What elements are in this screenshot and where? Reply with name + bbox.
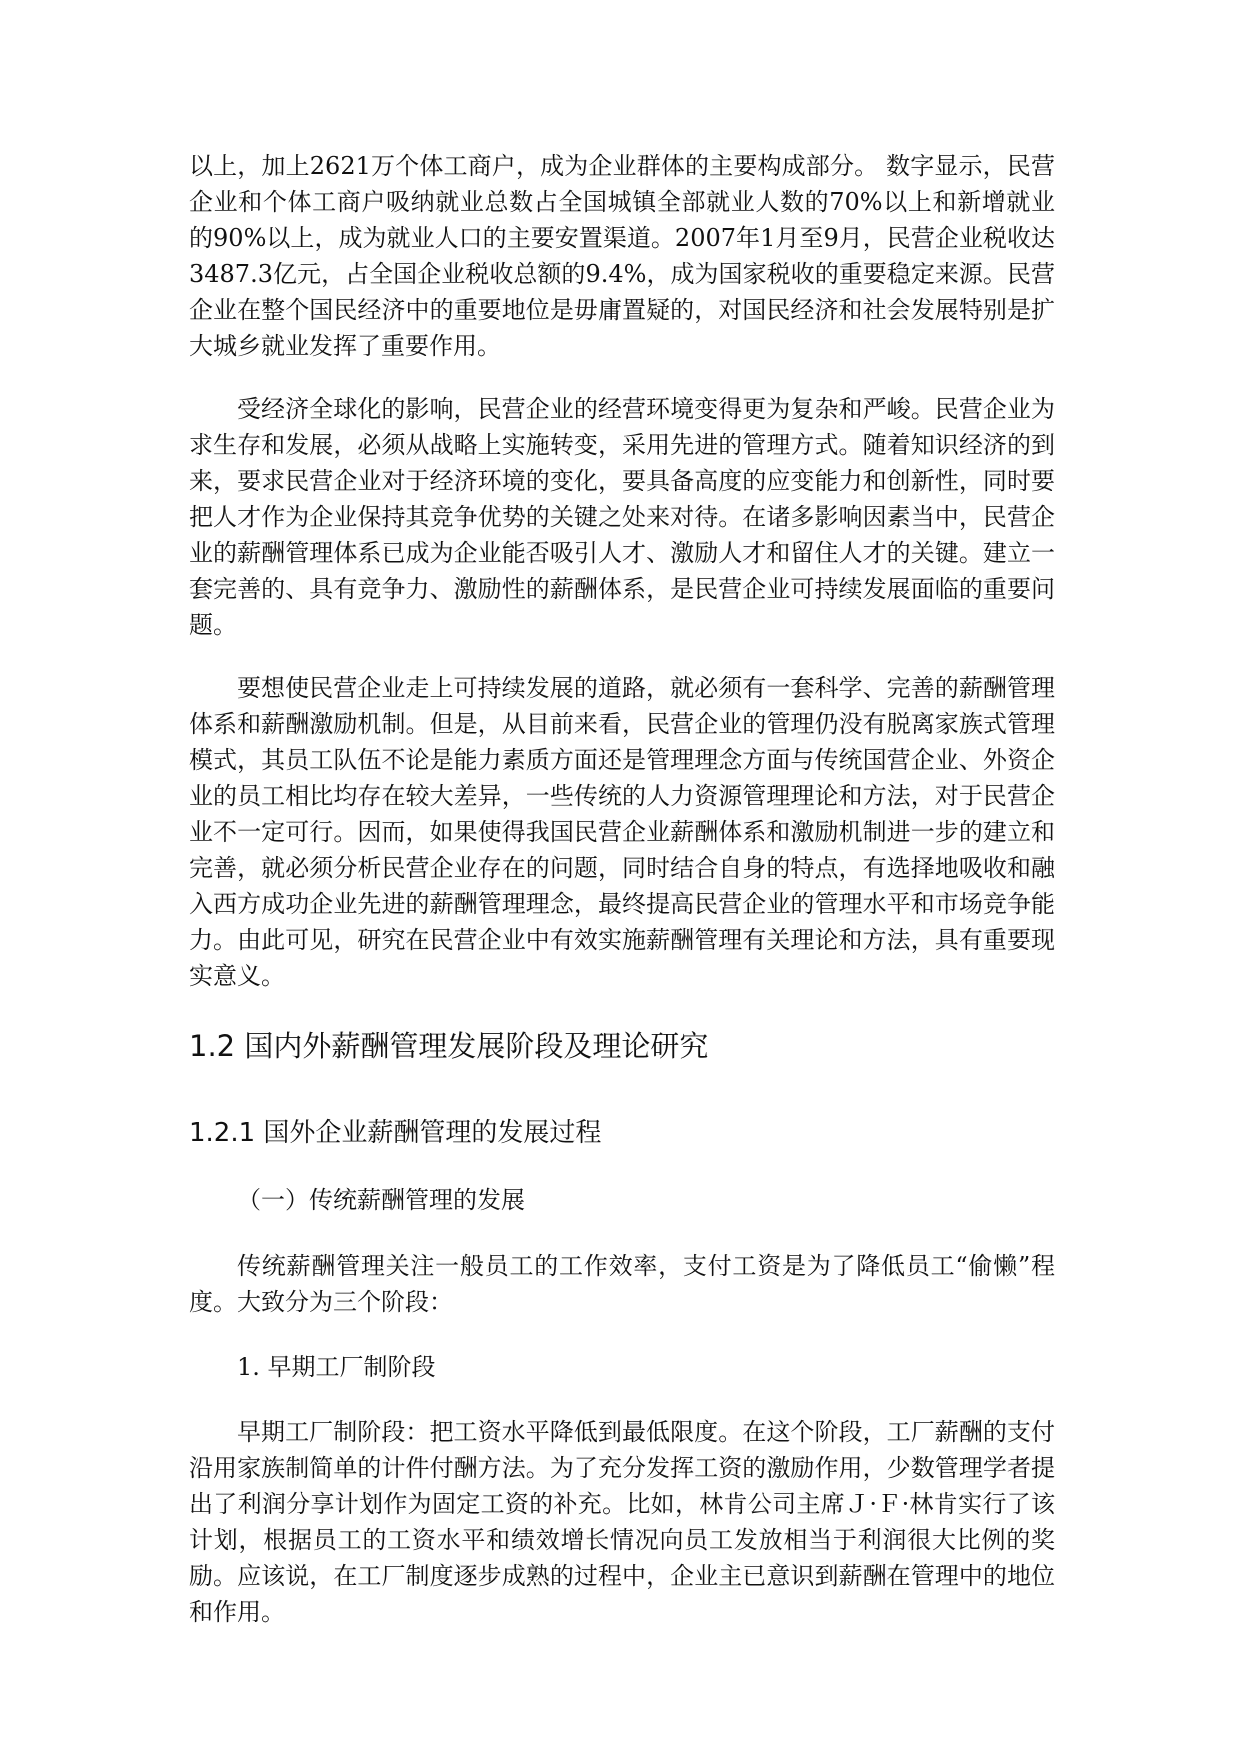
document-body (189, 148, 1055, 1630)
paragraph: 以上，加上2621万个体工商户，成为企业群体的主要构成部分。 数字显示，民营企业和个体工商户吸纳就业总数占全国城镇全部就业人数的70%以上和新增就业的90%以上，成为就业人口的主要安置渠道。2007年1月至9月，民营企业税收达3487.3亿元，占全国企业税收总额的9.4%，成为国家税收的重要稳定来源。民营企业在整个国民经济中的重要地位是毋庸置疑的，对国民经济和社会发展特别是扩大城乡就业发挥了重要作用。 (189, 152, 1055, 360)
subsection-heading: 1.2.1 国外企业薪酬管理的发展过程 (189, 1118, 602, 1148)
section-heading: 1.2 国内外薪酬管理发展阶段及理论研究 (189, 1029, 709, 1063)
paragraph: 受经济全球化的影响，民营企业的经营环境变得更为复杂和严峻。民营企业为求生存和发展，必须从战略上实施转变，采用先进的管理方式。随着知识经济的到来，要求民营企业对于经济环境的变化，要具备高度的应变能力和创新性，同时要把人才作为企业保持其竞争优势的关键之处来对待。在诸多影响因素当中，民营企业的薪酬管理体系已成为企业能否吸引人才、激励人才和留住人才的关键。建立一套完善的、具有竞争力、激励性的薪酬体系，是民营企业可持续发展面临的重要问题。 (189, 395, 1055, 639)
paragraph: 传统薪酬管理关注一般员工的工作效率，支付工资是为了降低员工“偷懒”程度。大致分为三个阶段： (189, 1252, 1055, 1316)
subheading: 1. 早期工厂制阶段 (237, 1353, 436, 1381)
paragraph: 早期工厂制阶段：把工资水平降低到最低限度。在这个阶段，工厂薪酬的支付沿用家族制简单的计件付酬方法。为了充分发挥工资的激励作用，少数管理学者提出了利润分享计划作为固定工资的补充。比如，林肯公司主席Ｊ·Ｆ·林肯实行了该计划，根据员工的工资水平和绩效增长情况向员工发放相当于利润很大比例的奖励。应该说，在工厂制度逐步成熟的过程中，企业主已意识到薪酬在管理中的地位和作用。 (189, 1418, 1055, 1626)
paragraph: 要想使民营企业走上可持续发展的道路，就必须有一套科学、完善的薪酬管理体系和薪酬激励机制。但是，从目前来看，民营企业的管理仍没有脱离家族式管理模式，其员工队伍不论是能力素质方面还是管理理念方面与传统国营企业、外资企业的员工相比均存在较大差异，一些传统的人力资源管理理论和方法，对于民营企业不一定可行。因而，如果使得我国民营企业薪酬体系和激励机制进一步的建立和完善，就必须分析民营企业存在的问题，同时结合自身的特点，有选择地吸收和融入西方成功企业先进的薪酬管理理念，最终提高民营企业的管理水平和市场竞争能力。由此可见，研究在民营企业中有效实施薪酬管理有关理论和方法，具有重要现实意义。 (189, 674, 1055, 990)
subheading: （一）传统薪酬管理的发展 (237, 1186, 525, 1214)
